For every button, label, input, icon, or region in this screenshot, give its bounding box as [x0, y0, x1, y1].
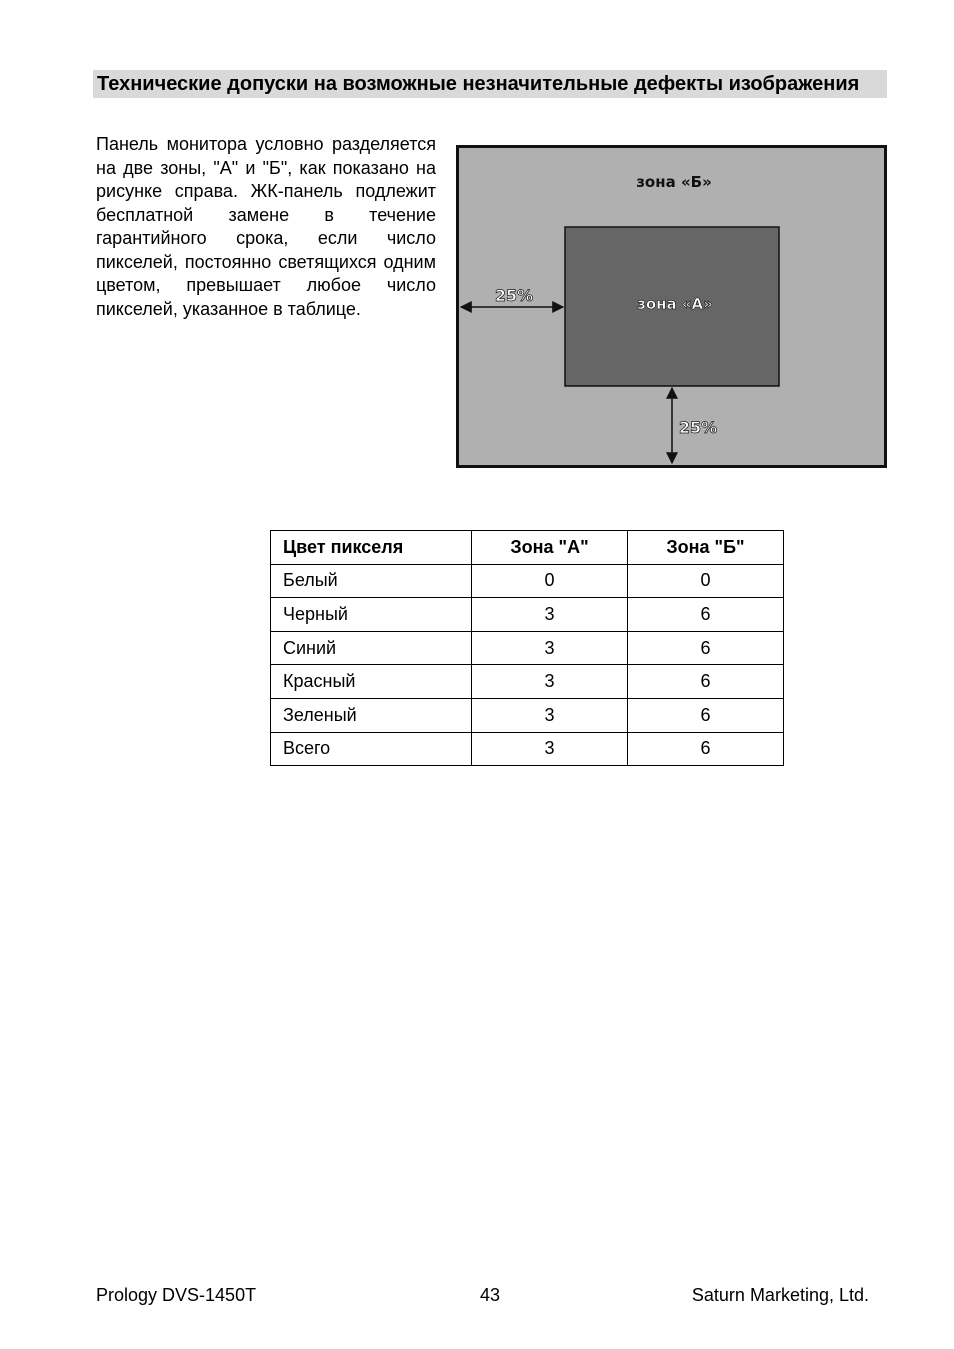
table-row — [271, 598, 784, 632]
cell-zone-a: 3 — [472, 732, 628, 766]
cell-zone-a: 3 — [472, 598, 628, 632]
cell-color: Черный — [271, 598, 472, 632]
cell-color: Зеленый — [271, 698, 472, 732]
zone-b-label: зона «Б» — [636, 173, 712, 191]
cell-color: Красный — [271, 665, 472, 699]
pixel-defects-table — [270, 530, 784, 766]
cell-zone-b: 0 — [628, 564, 784, 598]
cell-color: Всего — [271, 732, 472, 766]
cell-zone-b: 6 — [628, 665, 784, 699]
table-row — [271, 631, 784, 665]
table-row — [271, 732, 784, 766]
zones-diagram — [456, 145, 887, 468]
zone-a-label: зона «А» — [637, 295, 713, 313]
header-zone-a: Зона "А" — [472, 531, 628, 565]
cell-color: Синий — [271, 631, 472, 665]
cell-zone-a: 3 — [472, 665, 628, 699]
footer-product: Prology DVS-1450T — [96, 1285, 257, 1305]
cell-zone-b: 6 — [628, 631, 784, 665]
page-number: 43 — [479, 1285, 501, 1305]
table-row — [271, 698, 784, 732]
header-zone-b: Зона "Б" — [628, 531, 784, 565]
header-pixel-color: Цвет пикселя — [271, 531, 472, 565]
table-row — [271, 564, 784, 598]
cell-zone-a: 0 — [472, 564, 628, 598]
table-header-row — [271, 531, 784, 565]
cell-zone-b: 6 — [628, 732, 784, 766]
left-margin-label: 25% — [494, 286, 534, 305]
cell-zone-a: 3 — [472, 631, 628, 665]
cell-zone-a: 3 — [472, 698, 628, 732]
cell-zone-b: 6 — [628, 698, 784, 732]
footer-company: Saturn Marketing, Ltd. — [691, 1285, 869, 1305]
cell-zone-b: 6 — [628, 598, 784, 632]
bottom-margin-label: 25% — [678, 418, 718, 437]
intro-paragraph: Панель монитора условно разделяется на две зоны, "А" и "Б", как показано на рисунке справа. ЖК-панель подлежит бесплатной замене в течение гарантийного срока, если число пикселей, постоянно светящихся одним цветом, превышает любое число пикселей, указанное в таблице. — [96, 134, 436, 319]
section-title: Технические допуски на возможные незначительные дефекты изображения — [93, 70, 887, 98]
table-row — [271, 665, 784, 699]
cell-color: Белый — [271, 564, 472, 598]
